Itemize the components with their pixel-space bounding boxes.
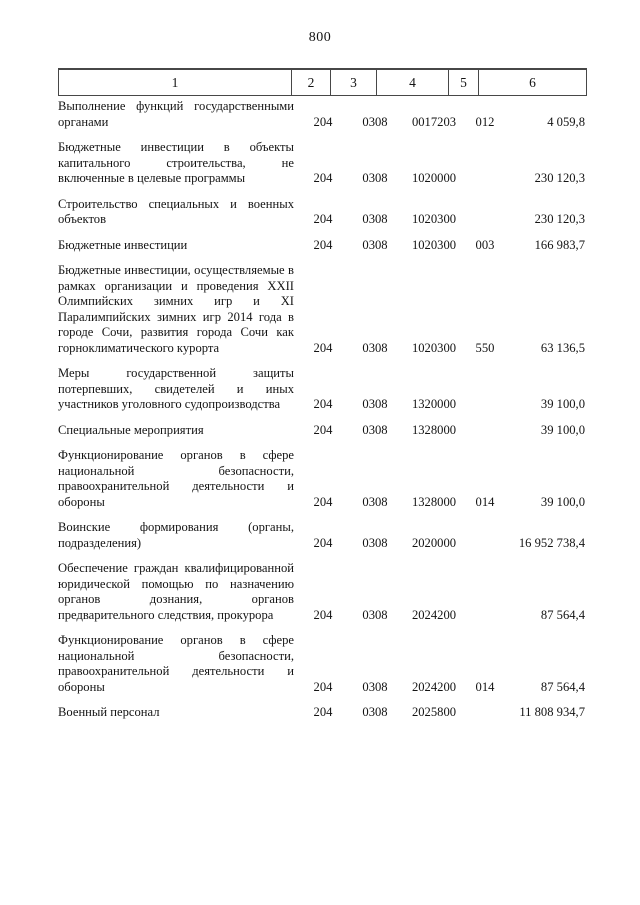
row-name-cell: Функционирование органов в сфере национальной безопасности, правоохранительной деятельности и обороны bbox=[58, 448, 294, 509]
row-name-cell: Воинские формирования (органы, подразделения) bbox=[58, 520, 294, 550]
chapter-code-cell: 204 bbox=[313, 114, 333, 129]
row-name-cell: Бюджетные инвестиции в объекты капитального строительства, не включенные в целевые программы bbox=[58, 140, 294, 185]
table-header-row bbox=[58, 68, 587, 96]
chapter-code-cell: 204 bbox=[313, 422, 333, 437]
table-row bbox=[58, 705, 587, 721]
target-article-cell: 0017203 bbox=[411, 114, 457, 129]
row-name-cell: Бюджетные инвестиции bbox=[58, 237, 188, 252]
target-article-cell: 2024200 bbox=[411, 679, 457, 694]
row-name-cell: Функционирование органов в сфере национальной безопасности, правоохранительной деятельности и обороны bbox=[58, 633, 294, 694]
chapter-code-cell: 204 bbox=[313, 607, 333, 622]
table-row bbox=[58, 99, 587, 130]
target-article-cell: 1020300 bbox=[411, 212, 457, 226]
chapter-code-cell: 204 bbox=[313, 171, 333, 185]
row-name-cell: Выполнение функций государственными органами bbox=[58, 99, 294, 129]
table-row bbox=[58, 448, 587, 510]
target-article-cell: 1328000 bbox=[411, 422, 457, 437]
section-code-cell: 0308 bbox=[362, 422, 388, 437]
column-header-3: 3 bbox=[330, 70, 376, 95]
section-code-cell: 0308 bbox=[362, 679, 388, 694]
column-header-5: 5 bbox=[448, 70, 478, 95]
chapter-code-cell: 204 bbox=[313, 212, 333, 226]
section-code-cell: 0308 bbox=[362, 535, 388, 550]
chapter-code-cell: 204 bbox=[313, 535, 333, 550]
section-code-cell: 0308 bbox=[362, 114, 388, 129]
chapter-code-cell: 204 bbox=[313, 237, 333, 252]
amount-cell: 39 100,0 bbox=[540, 494, 585, 509]
target-article-cell: 1020300 bbox=[411, 237, 457, 252]
expense-type-cell: 014 bbox=[475, 679, 495, 694]
section-code-cell: 0308 bbox=[362, 607, 388, 622]
amount-cell: 39 100,0 bbox=[540, 397, 585, 411]
target-article-cell: 2024200 bbox=[411, 607, 457, 622]
row-name-cell: Военный персонал bbox=[58, 705, 160, 719]
row-name-cell: Специальные мероприятия bbox=[58, 422, 204, 437]
expense-type-cell: 550 bbox=[475, 340, 495, 355]
section-code-cell: 0308 bbox=[362, 340, 388, 355]
chapter-code-cell: 204 bbox=[313, 340, 333, 355]
page-number: 800 bbox=[308, 30, 332, 45]
table-row bbox=[58, 263, 587, 356]
section-code-cell: 0308 bbox=[362, 705, 388, 719]
section-code-cell: 0308 bbox=[362, 171, 388, 185]
target-article-cell: 1328000 bbox=[411, 494, 457, 509]
table-row bbox=[58, 366, 587, 413]
amount-cell: 39 100,0 bbox=[540, 422, 585, 437]
target-article-cell: 1320000 bbox=[411, 397, 457, 411]
amount-cell: 230 120,3 bbox=[534, 212, 585, 226]
expense-type-cell: 003 bbox=[475, 237, 495, 252]
table-row bbox=[58, 520, 587, 551]
column-header-4: 4 bbox=[376, 70, 448, 95]
amount-cell: 16 952 738,4 bbox=[518, 535, 585, 550]
amount-cell: 4 059,8 bbox=[547, 114, 585, 129]
column-header-1: 1 bbox=[171, 74, 179, 90]
table-row bbox=[58, 633, 587, 695]
target-article-cell: 2025800 bbox=[411, 705, 457, 719]
table-body bbox=[58, 99, 587, 721]
section-code-cell: 0308 bbox=[362, 212, 388, 226]
target-article-cell: 1020300 bbox=[411, 340, 457, 355]
row-name-cell: Меры государственной защиты потерпевших, свидетелей и иных участников уголовного судопроизводства bbox=[58, 366, 294, 411]
row-name-cell: Строительство специальных и военных объектов bbox=[58, 196, 294, 226]
section-code-cell: 0308 bbox=[362, 494, 388, 509]
budget-table bbox=[58, 68, 587, 721]
table-row bbox=[58, 561, 587, 623]
chapter-code-cell: 204 bbox=[313, 397, 333, 411]
amount-cell: 230 120,3 bbox=[534, 171, 585, 185]
amount-cell: 11 808 934,7 bbox=[519, 705, 585, 719]
amount-cell: 87 564,4 bbox=[540, 679, 585, 694]
table-row bbox=[58, 197, 587, 228]
amount-cell: 63 136,5 bbox=[540, 340, 585, 355]
table-row bbox=[58, 140, 587, 187]
chapter-code-cell: 204 bbox=[313, 494, 333, 509]
row-name-cell: Обеспечение граждан квалифицированной юридической помощью по назначению органов дознания, органов предварительного следствия, прокурора bbox=[58, 561, 294, 622]
chapter-code-cell: 204 bbox=[313, 679, 333, 694]
chapter-code-cell: 204 bbox=[313, 705, 333, 719]
amount-cell: 166 983,7 bbox=[534, 237, 585, 252]
column-header-6: 6 bbox=[478, 70, 586, 95]
amount-cell: 87 564,4 bbox=[540, 607, 585, 622]
expense-type-cell: 014 bbox=[475, 494, 495, 509]
target-article-cell: 2020000 bbox=[411, 535, 457, 550]
table-row bbox=[58, 238, 587, 254]
target-article-cell: 1020000 bbox=[411, 171, 457, 185]
column-header-2: 2 bbox=[291, 70, 330, 95]
section-code-cell: 0308 bbox=[362, 397, 388, 411]
section-code-cell: 0308 bbox=[362, 237, 388, 252]
expense-type-cell: 012 bbox=[475, 114, 495, 129]
table-row bbox=[58, 423, 587, 439]
row-name-cell: Бюджетные инвестиции, осуществляемые в рамках организации и проведения XXII Олимпийских зимних игр и XI Паралимпийских зимних игр 2014 года в городе Сочи, развития города Сочи как горноклиматического курорта bbox=[58, 263, 294, 355]
